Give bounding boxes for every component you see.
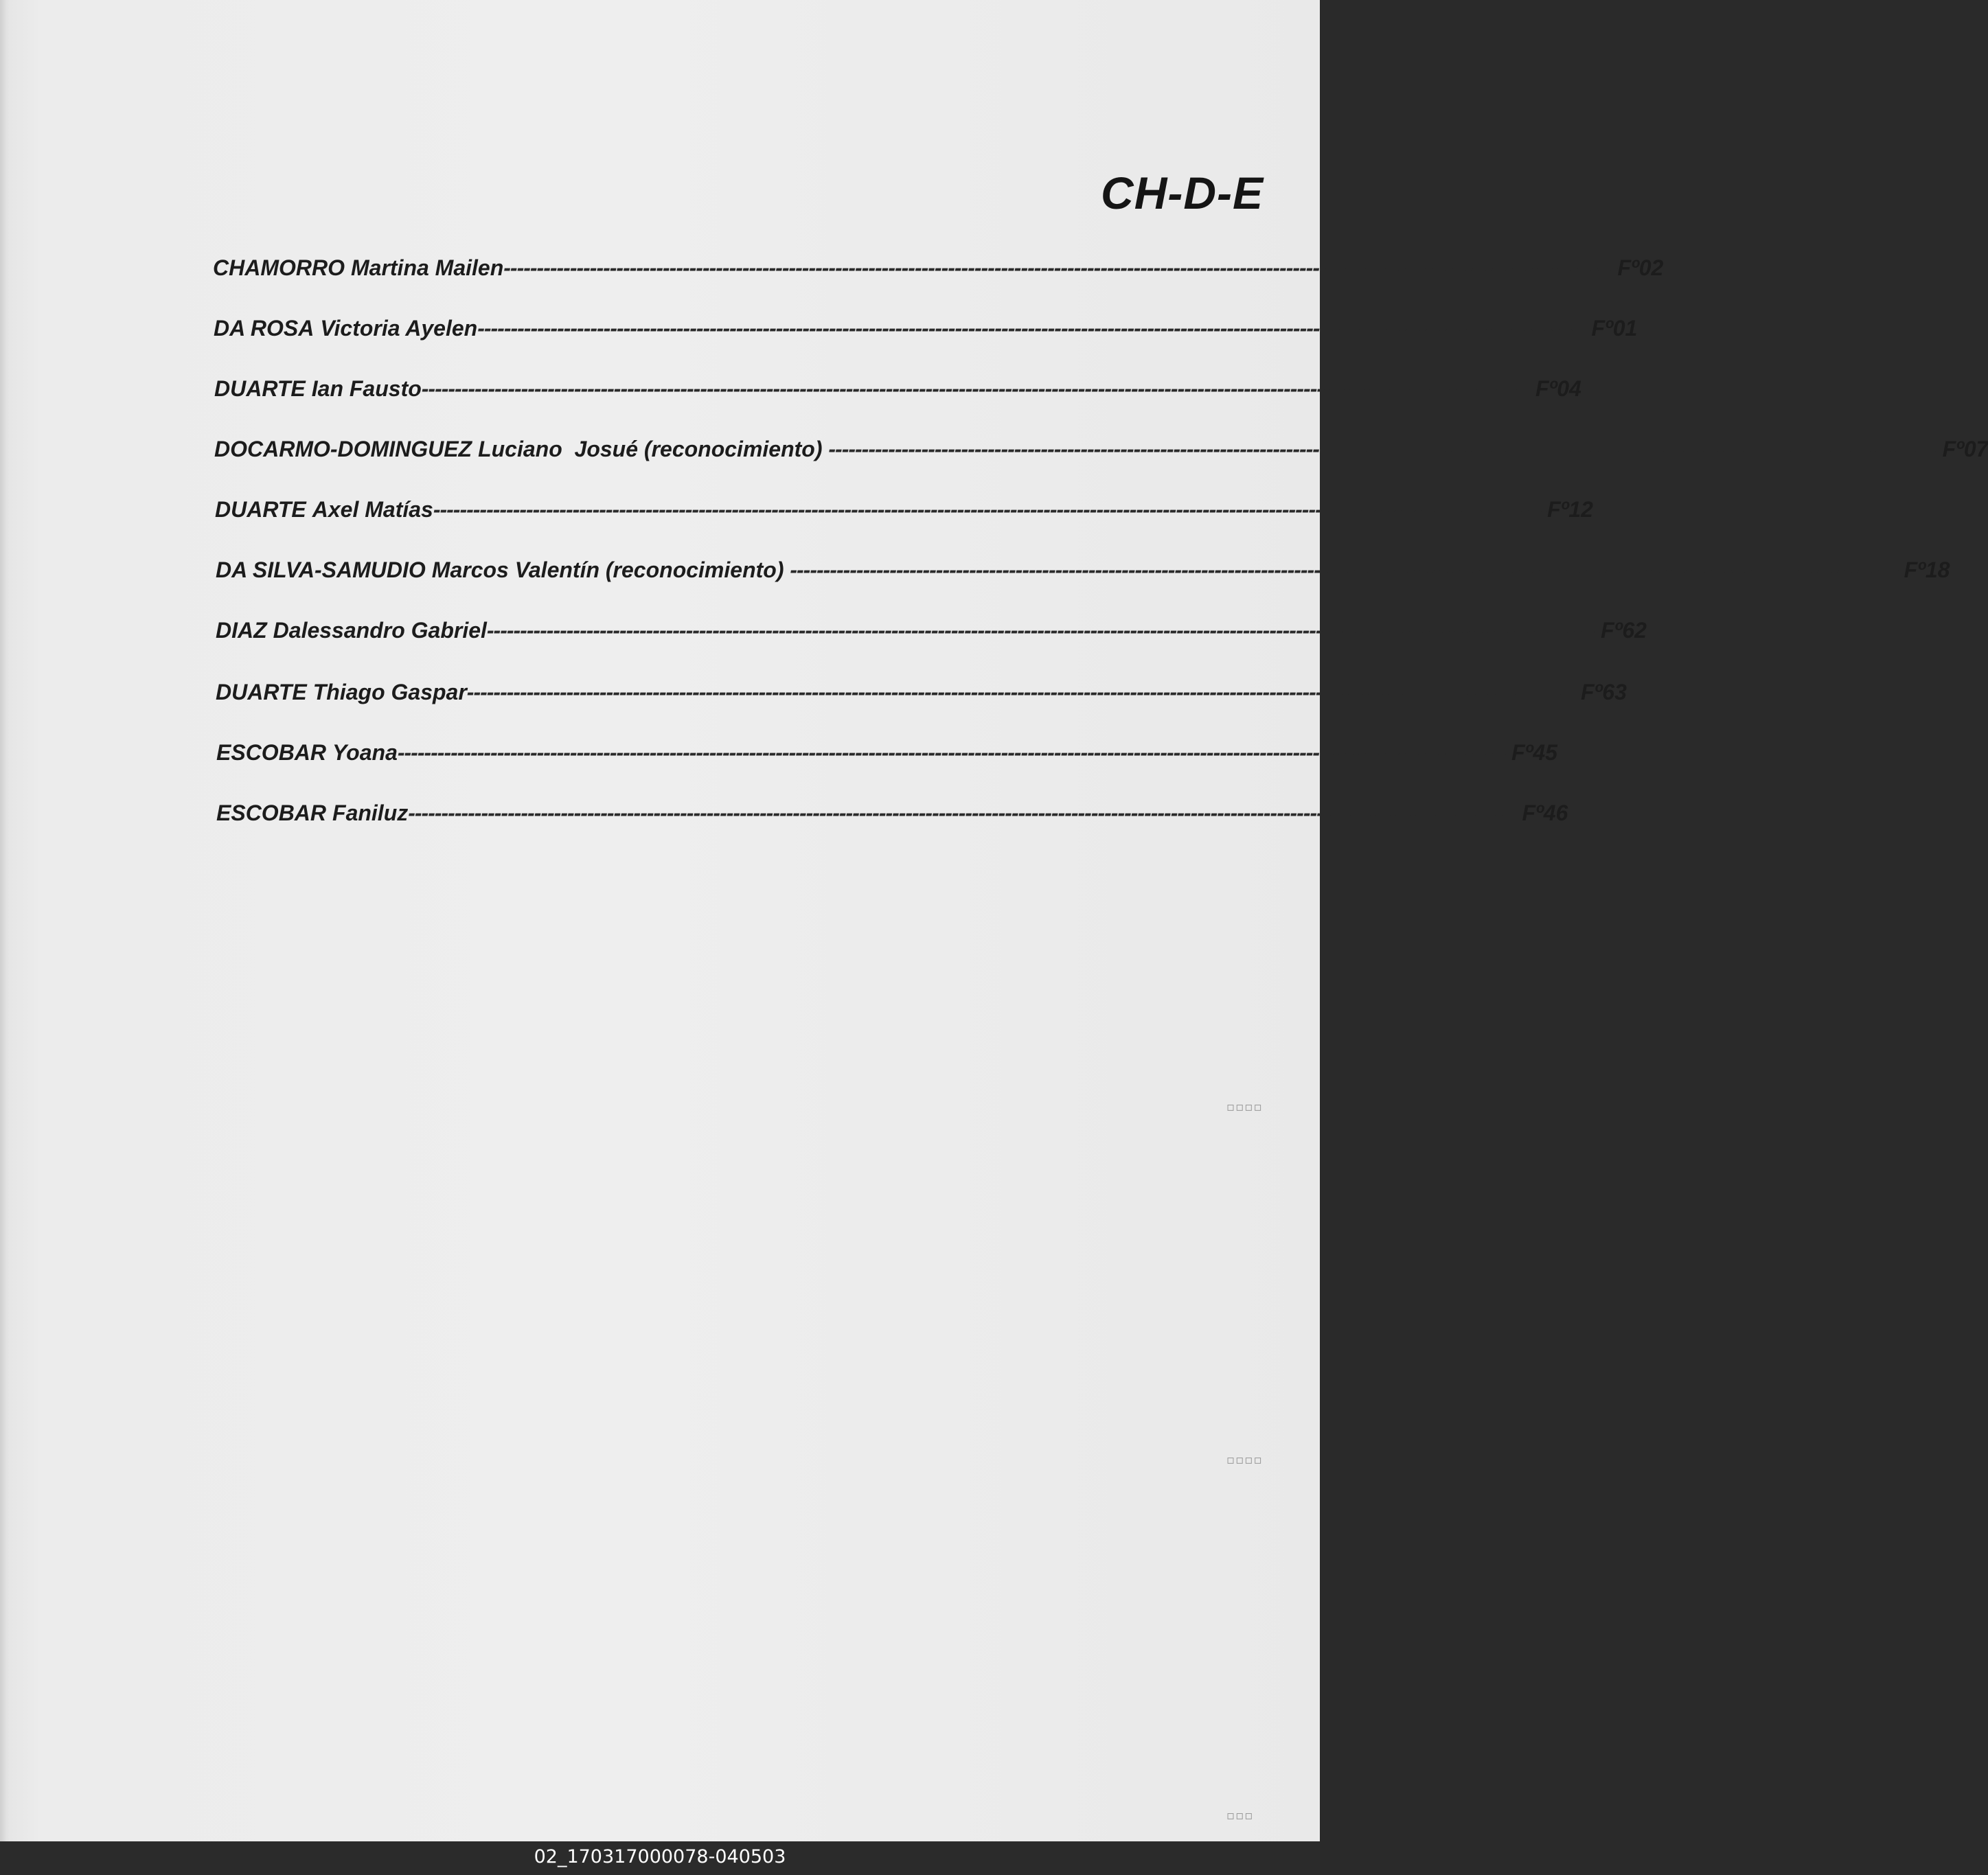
entry-surname: DOCARMO-DOMINGUEZ [214, 437, 472, 461]
entry-given-name: Axel Matías [312, 497, 433, 522]
leader-dashes: ------------------------------------------------------------------------------------------------------------------------------------------------------------------------ [466, 680, 1581, 704]
entry-surname: ESCOBAR [216, 740, 327, 765]
index-entry [214, 376, 1581, 409]
entry-folio: Fº12 [1547, 497, 1593, 522]
entry-given-name: Martina Mailen [350, 255, 504, 280]
index-entry [215, 497, 1593, 530]
entry-given-name: Victoria Ayelen [320, 316, 478, 341]
leader-dashes: ------------------------------------------------------------------------------------------------------------------------------------------------------------------------ [397, 740, 1512, 765]
entry-given-name: Marcos Valentín (reconocimiento) [431, 557, 790, 582]
entry-folio: Fº45 [1511, 740, 1557, 765]
entry-surname: DA SILVA-SAMUDIO [216, 557, 426, 582]
entry-folio: Fº62 [1601, 618, 1647, 643]
entry-surname: DIAZ [216, 618, 267, 643]
entry-given-name: Luciano Josué (reconocimiento) [478, 437, 829, 461]
index-entry [216, 680, 1627, 713]
index-list [0, 0, 1988, 893]
entry-given-name: Ian Fausto [311, 376, 422, 401]
index-entry [213, 255, 1664, 288]
page-heading: CH-D-E [1101, 168, 1264, 218]
index-entry [216, 801, 1568, 833]
entry-given-name: Yoana [332, 740, 398, 765]
index-entry [214, 316, 1638, 349]
scan-identifier: 02_170317000078-040503 [534, 1846, 786, 1867]
faint-stamp-mark: ▫▫▫▫ [1226, 1453, 1263, 1467]
entry-folio: Fº07 [1942, 437, 1988, 461]
index-entry [214, 437, 1988, 470]
entry-surname: ESCOBAR [216, 801, 327, 825]
entry-folio: Fº18 [1904, 557, 1950, 582]
index-entry [216, 740, 1557, 773]
entry-folio: Fº01 [1591, 316, 1638, 341]
leader-dashes: ------------------------------------------------------------------------------------------------------------------------------------------------------------------------ [477, 316, 1592, 341]
entry-surname: CHAMORRO [213, 255, 345, 280]
faint-stamp-mark: ▫▫▫▫ [1226, 1100, 1263, 1114]
entry-surname: DUARTE [214, 376, 306, 401]
entry-surname: DUARTE [216, 680, 307, 704]
entry-given-name: Faniluz [332, 801, 409, 825]
entry-folio: Fº04 [1535, 376, 1581, 401]
entry-surname: DA ROSA [214, 316, 315, 341]
entry-folio: Fº02 [1617, 255, 1664, 280]
leader-dashes: ------------------------------------------------------------------------------------------------------------------------------------------------------------------------ [503, 255, 1618, 280]
leader-dashes: ------------------------------------------------------------------------------------------------------------------------------------------------------------------------ [408, 801, 1522, 825]
leader-dashes: ------------------------------------------------------------------------------------------------------------------------------------------------------------------------ [433, 497, 1548, 522]
index-entry [216, 618, 1647, 651]
entry-folio: Fº46 [1522, 801, 1568, 825]
leader-dashes: ------------------------------------------------------------------------------------------------------------------------------------------------------------------------ [790, 557, 1904, 582]
leader-dashes: ------------------------------------------------------------------------------------------------------------------------------------------------------------------------ [421, 376, 1536, 401]
leader-dashes: ------------------------------------------------------------------------------------------------------------------------------------------------------------------------ [828, 437, 1943, 461]
entry-given-name: Dalessandro Gabriel [273, 618, 487, 643]
entry-folio: Fº63 [1581, 680, 1627, 704]
entry-given-name: Thiago Gaspar [312, 680, 467, 704]
index-entry [216, 557, 1950, 590]
entry-surname: DUARTE [215, 497, 306, 522]
leader-dashes: ------------------------------------------------------------------------------------------------------------------------------------------------------------------------ [486, 618, 1601, 643]
faint-stamp-mark: ▫▫▫ [1226, 1808, 1254, 1823]
